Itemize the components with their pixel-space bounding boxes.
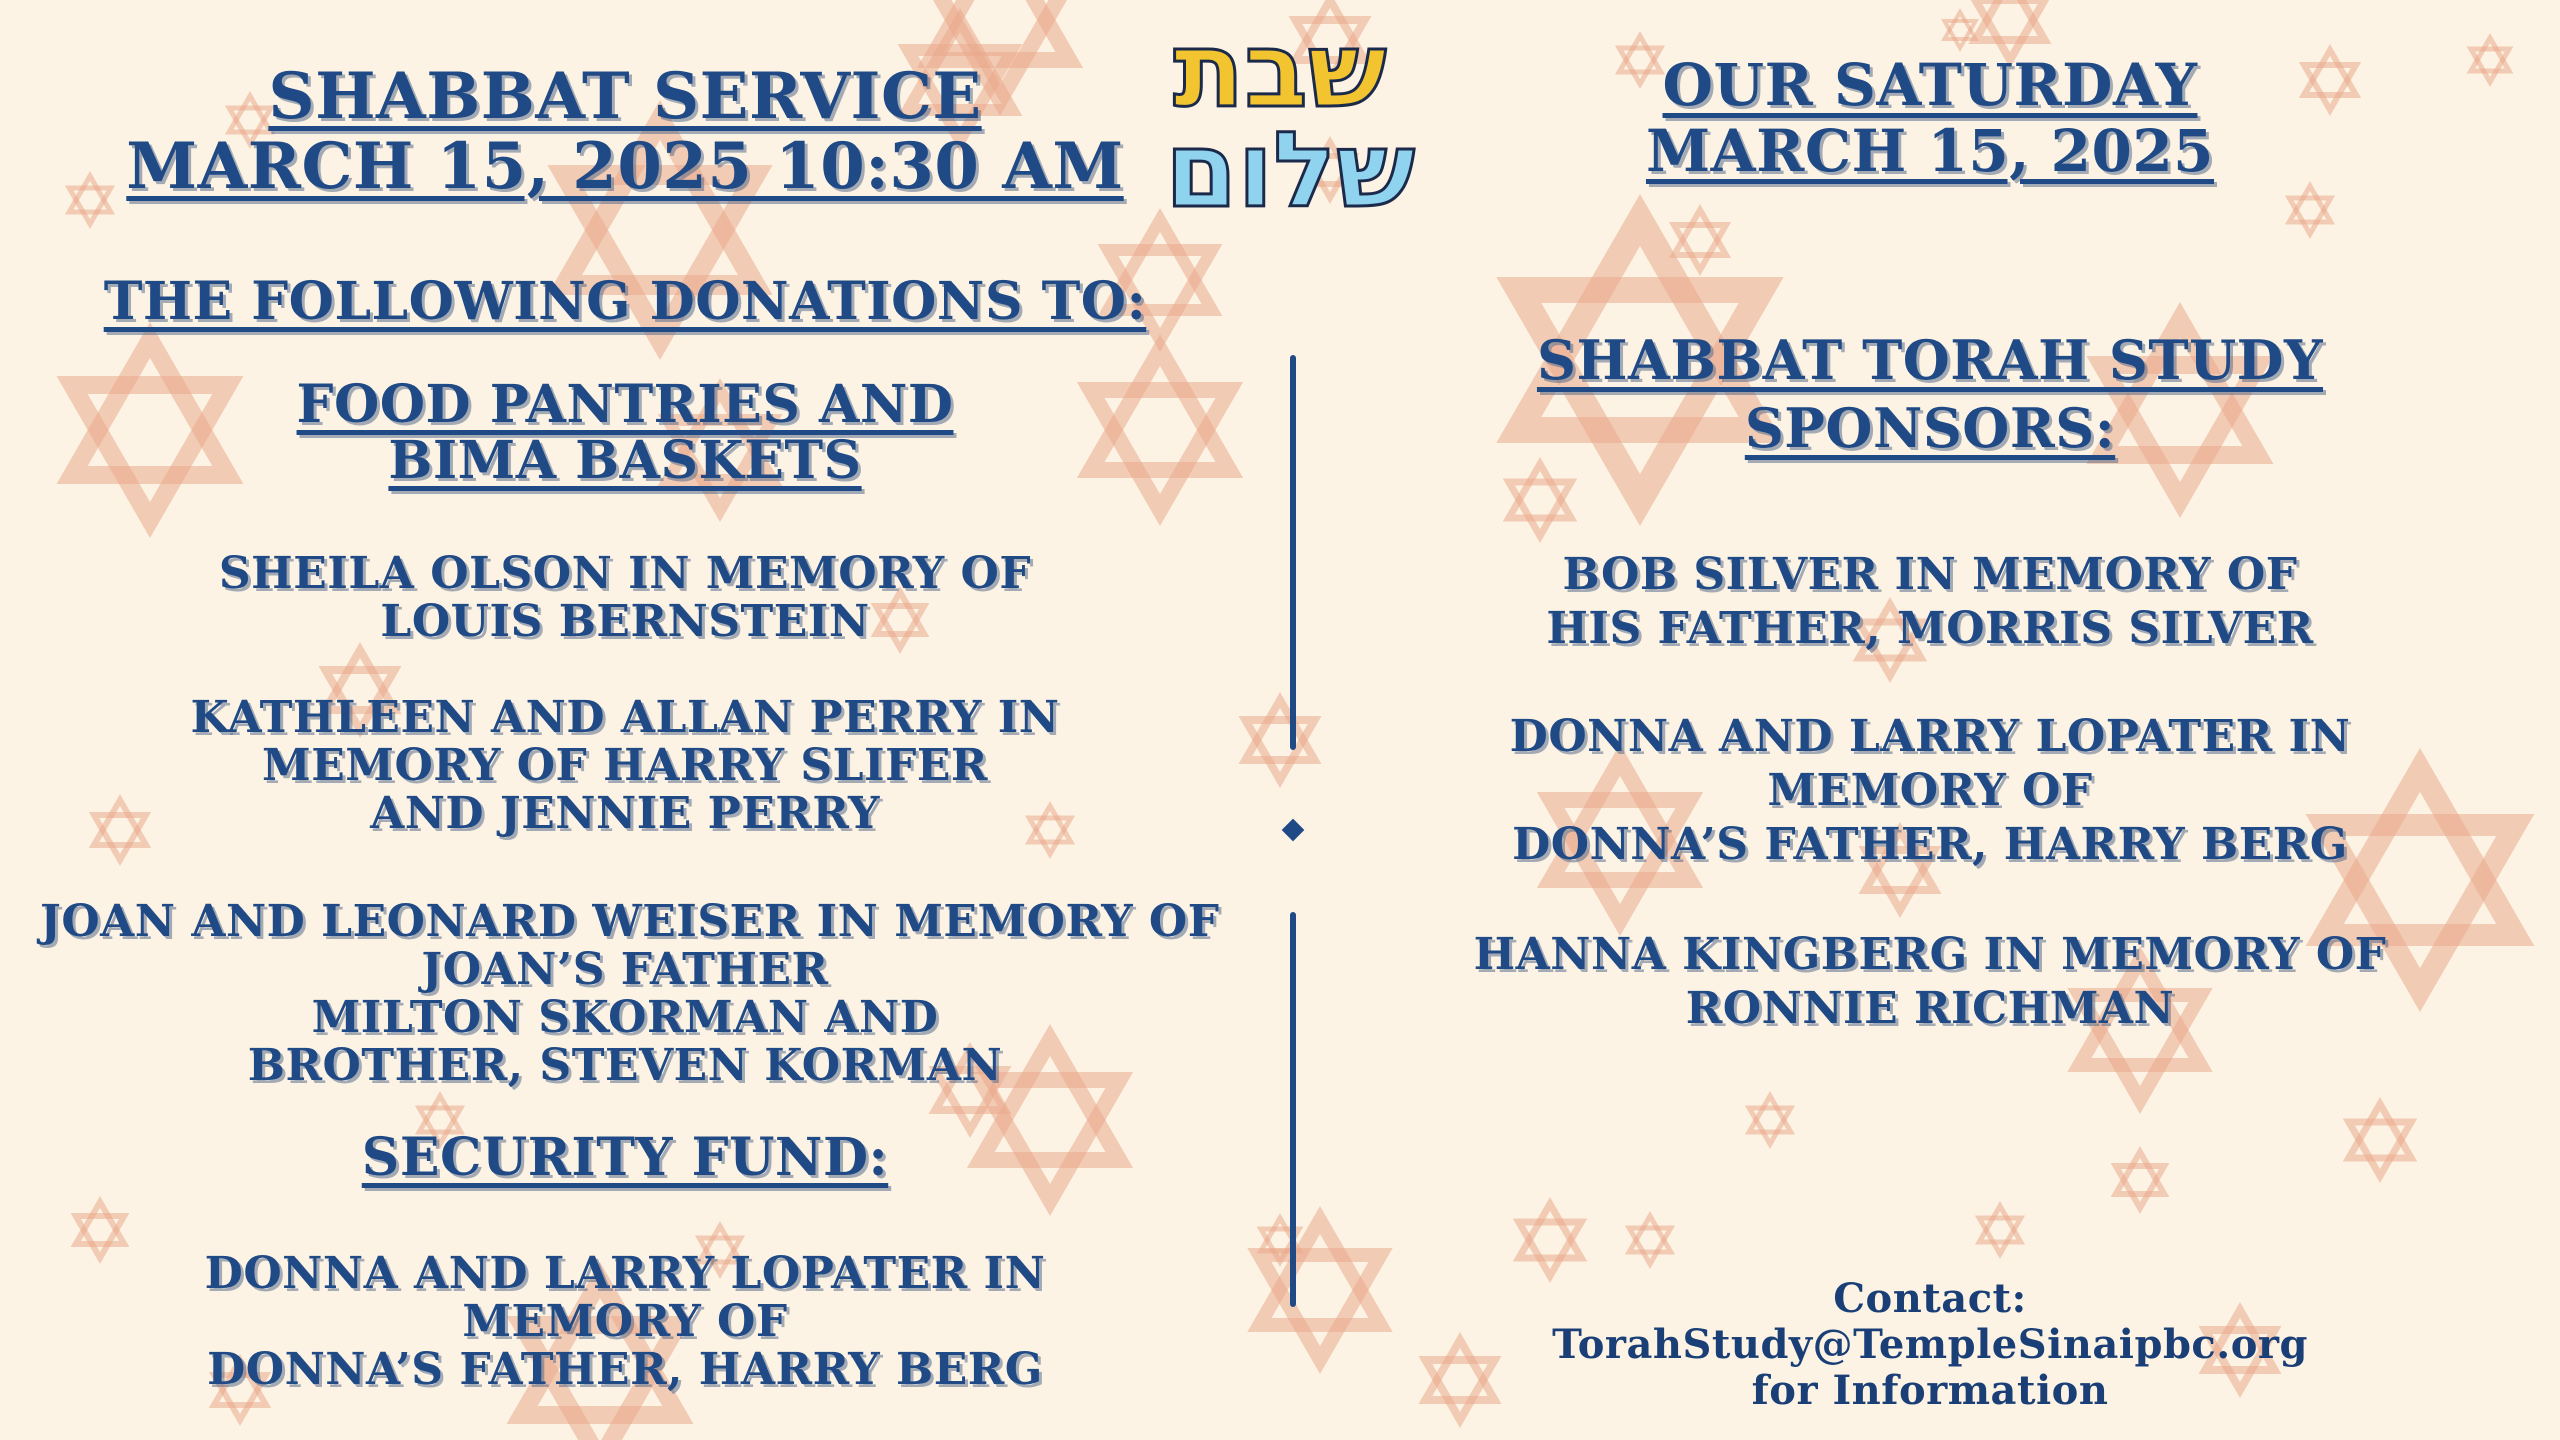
entry-line: MEMORY OF xyxy=(462,1296,788,1347)
donations-heading-text: THE FOLLOWING DONATIONS TO: xyxy=(103,271,1147,332)
food-heading-line: BIMA BASKETS xyxy=(388,430,862,491)
donation-entry xyxy=(40,896,1220,1091)
contact-label: Contact: xyxy=(1833,1275,2027,1322)
sponsor-entry xyxy=(1380,548,2480,656)
contact-note: for Information xyxy=(1751,1367,2109,1414)
security-entry xyxy=(40,1250,1210,1394)
contact-email[interactable]: TorahStudy@TempleSinaipbc.org xyxy=(1552,1321,2308,1368)
service-date-line: MARCH 15, 2025 10:30 AM xyxy=(126,129,1124,204)
entry-line: BROTHER, STEVEN KORMAN xyxy=(247,1040,1003,1091)
entry-line: JOAN AND LEONARD WEISER IN MEMORY OF xyxy=(40,896,1220,947)
sponsors-heading-line: SHABBAT TORAH STUDY xyxy=(1536,328,2324,392)
torah-sponsors-heading xyxy=(1380,326,2480,462)
entry-line: BOB SILVER IN MEMORY OF xyxy=(1562,549,2298,600)
security-fund-heading xyxy=(40,1127,1210,1188)
entry-line: HIS FATHER, MORRIS SILVER xyxy=(1546,603,2314,654)
entry-line: DONNA AND LARRY LOPATER IN xyxy=(1509,711,2351,762)
contact-info xyxy=(1380,1276,2480,1414)
entry-line: RONNIE RICHMAN xyxy=(1685,983,2175,1034)
donation-entry xyxy=(40,694,1210,838)
entry-line: MILTON SKORMAN AND xyxy=(311,992,939,1043)
divider-diamond xyxy=(1282,819,1305,842)
food-heading-line: FOOD PANTRIES AND xyxy=(296,374,954,435)
entry-line: LOUIS BERNSTEIN xyxy=(380,596,870,647)
entry-line: DONNA’S FATHER, HARRY BERG xyxy=(207,1344,1043,1395)
saturday-title-line: OUR SATURDAY xyxy=(1662,51,2198,119)
column-divider-bottom xyxy=(1290,912,1296,1307)
entry-line: DONNA’S FATHER, HARRY BERG xyxy=(1512,819,2348,870)
entry-line: DONNA AND LARRY LOPATER IN xyxy=(204,1248,1046,1299)
security-heading-text: SECURITY FUND: xyxy=(361,1127,889,1188)
saturday-date-line: MARCH 15, 2025 xyxy=(1645,117,2215,185)
entry-line: KATHLEEN AND ALLAN PERRY IN xyxy=(190,692,1060,743)
column-divider-top xyxy=(1290,355,1296,750)
hebrew-shalom: שלום xyxy=(1165,109,1415,231)
sponsor-entry xyxy=(1380,710,2480,872)
donations-heading xyxy=(40,271,1210,332)
food-pantries-heading xyxy=(40,374,1210,491)
donation-entry xyxy=(40,550,1210,646)
entry-line: MEMORY OF HARRY SLIFER xyxy=(262,740,988,791)
entry-line: AND JENNIE PERRY xyxy=(370,788,880,839)
sponsors-heading-line: SPONSORS: xyxy=(1744,396,2116,460)
service-title xyxy=(40,59,1210,204)
service-title-line: SHABBAT SERVICE xyxy=(268,59,982,134)
sponsor-entry xyxy=(1380,928,2480,1036)
entry-line: HANNA KINGBERG IN MEMORY OF xyxy=(1473,929,2387,980)
entry-line: SHEILA OLSON IN MEMORY OF xyxy=(218,548,1032,599)
entry-line: JOAN’S FATHER xyxy=(421,944,829,995)
entry-line: MEMORY OF xyxy=(1767,765,2093,816)
saturday-title xyxy=(1380,52,2480,184)
hebrew-shabbat: שבת xyxy=(1173,9,1387,131)
